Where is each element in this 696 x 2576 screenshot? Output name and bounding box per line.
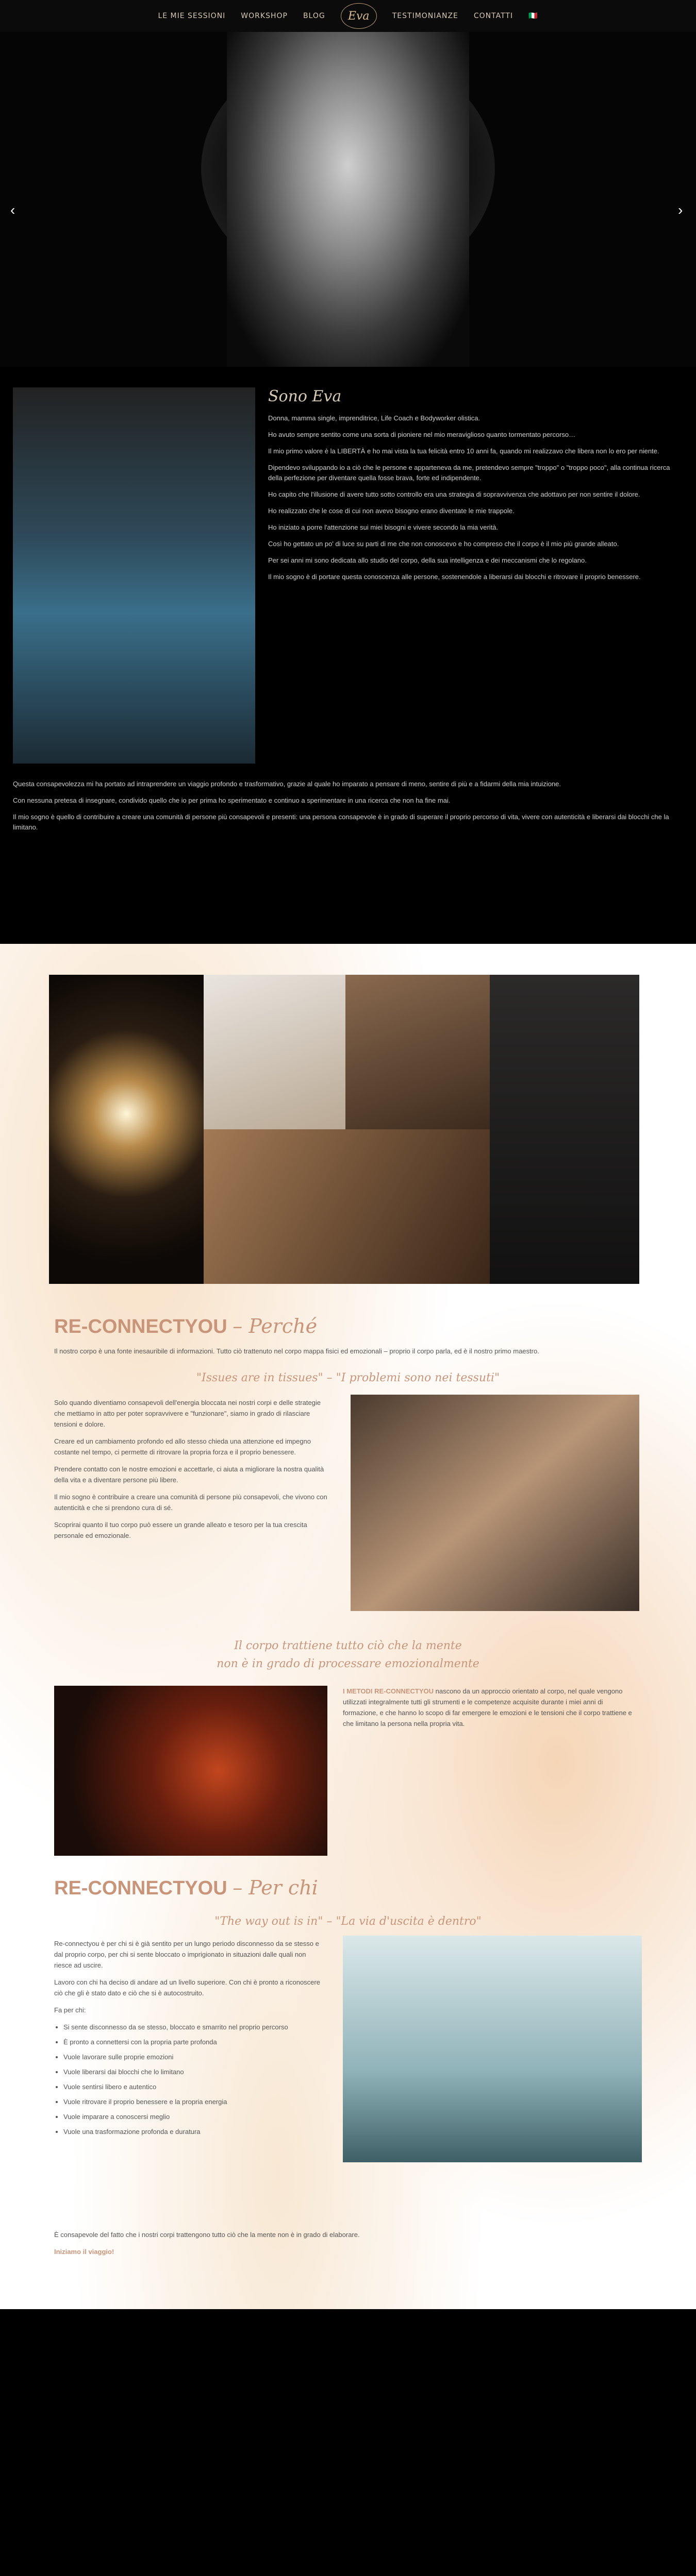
metodi-title: I METODI RE-CONNECTYOU: [343, 1687, 434, 1695]
list-item: • Vuole imparare a conoscersi meglio: [63, 2111, 325, 2122]
hero-next-arrow-icon[interactable]: ›: [678, 202, 683, 218]
perchi-heading: [54, 1876, 318, 1900]
nav-item-sessioni[interactable]: LE MIE SESSIONI: [158, 12, 226, 20]
about-paragraph: Questa consapevolezza mi ha portato ad intraprendere un viaggio profondo e trasformativo, grazie al quale ho imparato a pensare di meno, sentire di più e a fidarmi della mia intuizione.: [13, 780, 561, 788]
about-text: [268, 413, 681, 588]
list-item: • Vuole sentirsi libero e autentico: [63, 2081, 325, 2092]
perche-intro: Il nostro corpo è una fonte inesauribile di informazioni. Tutto ciò trattenuto nel corpo mappa fisici ed emozionali – proprio il corpo parla, ed è il nostro primo maestro.: [54, 1347, 539, 1355]
about-paragraph: Con nessuna pretesa di insegnare, condivido quello che io per prima ho sperimentato e continuo a sperimentare in una ricerca che non ha fine mai.: [13, 796, 451, 804]
about-paragraph: Ho avuto sempre sentito come una sorta di pioniere nel mio meraviglioso quanto tormentato percorso…: [268, 431, 576, 438]
about-paragraph: Ho iniziato a porre l'attenzione sui miei bisogni e vivere secondo la mia verità.: [268, 523, 499, 531]
massage-photo-1: [345, 975, 490, 1129]
perche-title: RE-CONNECTYOU: [54, 1316, 227, 1337]
perche-quote: "Issues are in tissues" – "I problemi sono nei tessuti": [196, 1371, 500, 1384]
language-flag-icon[interactable]: 🇮🇹: [528, 12, 538, 20]
nav-item-blog[interactable]: BLOG: [303, 12, 325, 20]
perchi-quote: "The way out is in" – "La via d'uscita è dentro": [214, 1915, 482, 1928]
massage-photo-2: [204, 1129, 490, 1284]
about-paragraph: Il mio sogno è di portare questa conoscenza alle persone, sostenendole a liberarsi dai blocchi e ritrovare il proprio benessere.: [268, 573, 641, 581]
nav-item-testimonianze[interactable]: TESTIMONIANZE: [392, 12, 458, 20]
perchi-title-suffix: – Per chi: [233, 1876, 318, 1899]
about-paragraph: Il mio sogno è quello di contribuire a creare una comunità di persone più consapevoli e presenti: una persona consapevole è in grado di superare il proprio percorso di vita, vivere con autenticità e liberarsi dai blocchi che la limitano.: [13, 813, 669, 831]
keyhole-photo: [49, 975, 204, 1284]
about-section: [0, 367, 696, 944]
massage-photo-3: [490, 975, 639, 1284]
perche-text: [54, 1397, 333, 1547]
perche-paragraph: Il mio sogno è contribuire a creare una comunità di persone più consapevoli, che vivono con autenticità e che si prendono cura di sé.: [54, 1493, 327, 1512]
list-item: • Vuole ritrovare il proprio benessere e la propria energia: [63, 2096, 325, 2107]
come-section: [0, 2309, 696, 2576]
about-paragraph: Ho realizzato che le cose di cui non avevo bisogno erano diventate le mie trappole.: [268, 507, 515, 515]
site-logo[interactable]: Eva: [341, 3, 377, 29]
perchi-text: [54, 1938, 325, 2141]
list-item: • È pronto a connettersi con la propria parte profonda: [63, 2037, 325, 2047]
perche-quote2-line1: Il corpo trattiene tutto ciò che la mente: [234, 1639, 462, 1652]
perchi-intro2: Lavoro con chi ha deciso di andare ad un livello superiore. Con chi è pronto a riconoscere ciò che gli è stato dato e ciò che si è autocostruito.: [54, 1978, 320, 1997]
perchi-closing-bold: Iniziamo il viaggio!: [54, 2248, 114, 2256]
about-paragraph: Il mio primo valore è la LIBERTÀ e ho mai vista la tua felicità entro 10 anni fa, quando mi realizzavo che libera non lo ero per niente.: [268, 447, 659, 455]
perche-section: [0, 944, 696, 2309]
nav-item-contatti[interactable]: CONTATTI: [473, 12, 513, 20]
perche-quote2-line2: non è in grado di processare emozionalmente: [217, 1657, 479, 1670]
hero-portrait: [227, 32, 469, 367]
perche-paragraph: Scoprirai quanto il tuo corpo può essere un grande alleato e tesoro per la tua crescita personale ed emozionale.: [54, 1521, 307, 1539]
woman-sitting-photo: [204, 975, 345, 1129]
top-nav: [0, 0, 696, 32]
perche-title-suffix: – Perché: [233, 1315, 318, 1337]
perchi-list-title: Fa per chi:: [54, 2006, 86, 2014]
perche-paragraph: Prendere contatto con le nostre emozioni e accettarle, ci aiuta a migliorare la nostra qualità della vita e a diventare persone più libere.: [54, 1465, 324, 1484]
perchi-closing: [54, 2229, 642, 2263]
fire-woman-photo: [54, 1686, 327, 1856]
therapist-photo: [351, 1395, 639, 1611]
hero-slider: [0, 32, 696, 367]
metodi-text: [343, 1686, 639, 1735]
about-paragraph: Donna, mamma single, imprenditrice, Life Coach e Bodyworker olistica.: [268, 414, 480, 422]
perchi-closing-text: È consapevole del fatto che i nostri corpi trattengono tutto ciò che la mente non è in grado di elaborare.: [54, 2231, 360, 2239]
perche-paragraph: Creare ed un cambiamento profondo ed allo stesso chieda una attenzione ed impegno costante nel tempo, ci permette di ritrovare la propria forza e il proprio benessere.: [54, 1437, 311, 1456]
list-item: • Vuole lavorare sulle proprie emozioni: [63, 2052, 325, 2062]
about-photo: [13, 387, 255, 764]
about-text-full: [13, 779, 683, 839]
about-paragraph: Per sei anni mi sono dedicata allo studio del corpo, della sua intelligenza e dei meccanismi che lo regolano.: [268, 556, 587, 564]
nav-item-workshop[interactable]: WORKSHOP: [241, 12, 288, 20]
perche-heading: [54, 1315, 317, 1338]
perchi-title: RE-CONNECTYOU: [54, 1877, 227, 1899]
list-item: • Vuole liberarsi dai blocchi che lo limitano: [63, 2066, 325, 2077]
metodi-description: nascono da un approccio orientato al corpo, nel quale vengono utilizzati integralmente tutti gli strumenti e le competenze acquisite durante i miei anni di formazione, e che hanno lo scopo di far emergere le emozioni e le tensioni che il corpo trattiene e che limitano la persona nella propria vita.: [343, 1687, 632, 1727]
about-paragraph: Dipendevo sviluppando io a ciò che le persone e apparteneva da me, pretendevo sempre "troppo" o "troppo poco", alla continua ricerca della perfezione per diventare quella fosse brava, forte ed indipendente.: [268, 464, 670, 482]
list-item: • Si sente disconnesso da se stesso, bloccato e smarrito nel proprio percorso: [63, 2022, 325, 2032]
hero-prev-arrow-icon[interactable]: ‹: [10, 202, 15, 218]
list-item: • Vuole una trasformazione profonda e duratura: [63, 2126, 325, 2137]
about-paragraph: Ho capito che l'illusione di avere tutto sotto controllo era una strategia di sopravvivenza che adottavo per non sentire il dolore.: [268, 490, 640, 498]
perchi-list: [54, 2022, 325, 2137]
perchi-intro: Re-connectyou è per chi si è già sentito per un lungo periodo disconnesso da se stesso e dal proprio corpo, per chi si sente bloccato o imprigionato in situazioni dalle quali non riesce ad uscire.: [54, 1940, 319, 1969]
about-title: Sono Eva: [268, 387, 342, 405]
about-paragraph: Così ho gettato un po' di luce su parti di me che non conoscevo e ho compreso che il corpo è il mio più grande alleato.: [268, 540, 619, 548]
perche-paragraph: Solo quando diventiamo consapevoli dell'energia bloccata nei nostri corpi e delle strategie che mettiamo in atto per poter sopravvivere e "funzionare", siamo in grado di rilasciare tensioni e dolore.: [54, 1399, 321, 1428]
woman-sea-photo: [343, 1936, 642, 2162]
